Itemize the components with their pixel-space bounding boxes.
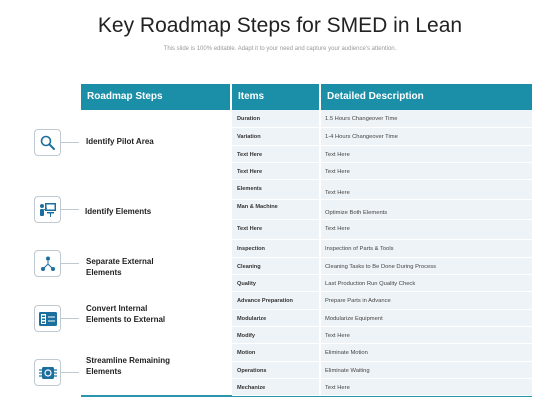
item-cell: Variation bbox=[237, 134, 261, 140]
table-row bbox=[232, 163, 532, 180]
step-identify-elements: Identify Elements bbox=[85, 207, 152, 216]
description-cell: Cleaning Tasks to Be Done During Process bbox=[325, 264, 437, 270]
table-row bbox=[232, 200, 532, 220]
transfer-panel-icon bbox=[34, 305, 61, 332]
step-identify-pilot-area: Identify Pilot Area bbox=[86, 137, 154, 146]
table-row bbox=[232, 292, 532, 310]
step-convert-internal-elements: Convert Internal Elements to External bbox=[86, 304, 166, 324]
presentation-board-icon bbox=[34, 196, 61, 223]
table-row bbox=[232, 110, 532, 128]
items-description-divider bbox=[319, 110, 321, 395]
table-row bbox=[232, 327, 532, 344]
description-cell: Optimize Both Elements bbox=[325, 210, 388, 216]
table-row bbox=[232, 275, 532, 292]
icon-connector bbox=[61, 318, 79, 319]
item-cell: Mechanize bbox=[237, 385, 266, 391]
description-cell: Inspection of Parts & Tools bbox=[325, 246, 394, 252]
steps-column bbox=[81, 110, 230, 395]
description-cell: 1-4 Hours Changeover Time bbox=[325, 134, 398, 140]
icon-connector bbox=[61, 209, 79, 210]
item-cell: Advance Preparation bbox=[237, 298, 293, 304]
step-streamline-remaining-elements: Streamline Remaining Elements bbox=[86, 356, 171, 376]
item-cell: Text Here bbox=[237, 152, 263, 158]
description-cell: Text Here bbox=[325, 152, 350, 158]
description-cell: Text Here bbox=[325, 385, 350, 391]
table-row bbox=[232, 362, 532, 379]
step-separate-external-elements: Separate External Elements bbox=[86, 257, 154, 277]
description-cell: Text Here bbox=[325, 190, 350, 196]
page-title: Key Roadmap Steps for SMED in Lean bbox=[97, 14, 463, 37]
table-row bbox=[232, 379, 532, 396]
table-header bbox=[81, 84, 532, 110]
table-row bbox=[232, 258, 532, 275]
item-cell: Quality bbox=[237, 281, 256, 287]
description-cell: 1.5 Hours Changeover Time bbox=[325, 116, 398, 122]
table-row bbox=[232, 146, 532, 163]
table-row bbox=[232, 180, 532, 200]
item-cell: Motion bbox=[237, 350, 256, 356]
item-cell: Text Here bbox=[237, 169, 263, 175]
table-row bbox=[232, 344, 532, 362]
icon-connector bbox=[61, 263, 79, 264]
header-detailed-description: Detailed Description bbox=[327, 91, 424, 102]
network-nodes-icon bbox=[34, 250, 61, 277]
description-cell: Text Here bbox=[325, 226, 350, 232]
icon-connector bbox=[61, 372, 79, 373]
item-cell: Man & Machine bbox=[237, 204, 278, 210]
item-cell: Duration bbox=[237, 116, 260, 122]
icon-connector bbox=[61, 142, 79, 143]
page-subtitle: This slide is 100% editable. Adapt it to your need and capture your audience's attention. bbox=[163, 46, 397, 52]
magnifier-icon bbox=[34, 129, 61, 156]
description-cell: Text Here bbox=[325, 169, 350, 175]
header-roadmap-steps: Roadmap Steps bbox=[87, 91, 163, 102]
item-cell: Modularize bbox=[237, 316, 267, 322]
item-cell: Operations bbox=[237, 368, 267, 374]
processing-chip-icon bbox=[34, 359, 61, 386]
table-row bbox=[232, 310, 532, 327]
description-cell: Eliminate Waiting bbox=[325, 368, 370, 374]
row-divider bbox=[232, 395, 532, 396]
table-row bbox=[232, 220, 532, 240]
item-cell: Text Here bbox=[237, 226, 263, 232]
description-cell: Last Production Run Quality Check bbox=[325, 281, 416, 287]
item-cell: Elements bbox=[237, 186, 262, 192]
description-cell: Eliminate Motion bbox=[325, 350, 368, 356]
description-cell: Modularize Equipment bbox=[325, 316, 383, 322]
table-row bbox=[232, 128, 532, 146]
table-row bbox=[232, 240, 532, 258]
item-cell: Modify bbox=[237, 333, 256, 339]
item-cell: Inspection bbox=[237, 246, 265, 252]
item-cell: Cleaning bbox=[237, 264, 261, 270]
description-cell: Prepare Parts in Advance bbox=[325, 298, 391, 304]
header-items: Items bbox=[238, 91, 265, 102]
description-cell: Text Here bbox=[325, 333, 350, 339]
